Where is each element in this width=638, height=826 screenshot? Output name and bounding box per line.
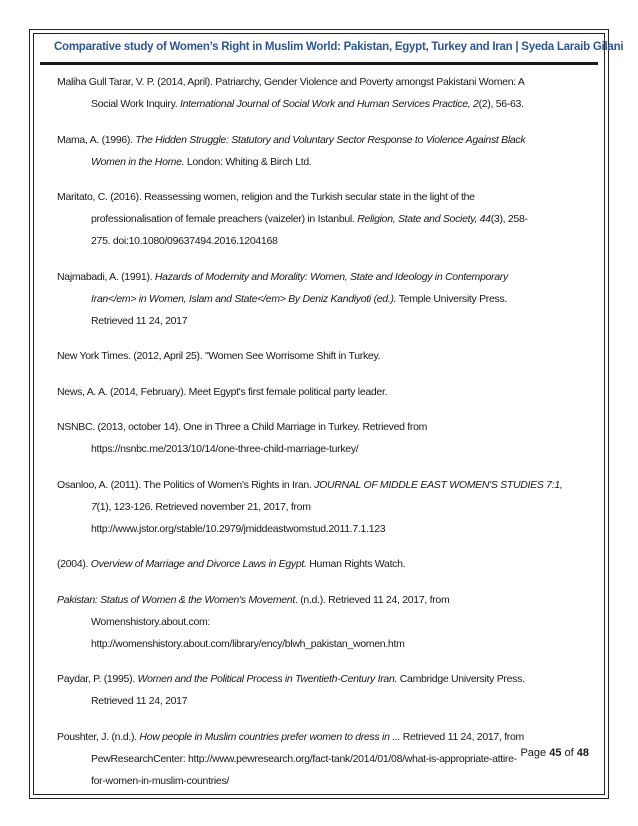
reference-text: (3), 258- — [490, 213, 528, 225]
reference-line — [57, 288, 597, 310]
reference-line — [57, 726, 597, 748]
reference-line — [57, 474, 597, 496]
reference-text: for-women-in-muslim-countries/ — [91, 774, 230, 787]
reference-text: Mama, A. (1996). — [57, 133, 136, 146]
reference-line — [57, 770, 597, 792]
reference-entry — [57, 345, 597, 367]
reference-text: . (n.d.). Retrieved 11 24, 2017, from — [294, 593, 450, 606]
reference-entry — [57, 129, 597, 173]
page-footer — [520, 747, 589, 759]
reference-entry — [57, 589, 597, 655]
reference-text: PewResearchCenter: http://www.pewresearch.org/fact-tank/2014/01/08/what-is-appropriate-attire- — [91, 752, 517, 765]
reference-gap — [57, 115, 597, 129]
reference-line — [57, 611, 597, 633]
reference-text: 275. doi:10.1080/09637494.2016.1204168 — [91, 235, 278, 247]
reference-text: Poushter, J. (n.d.). — [57, 730, 140, 743]
reference-entry — [57, 474, 597, 540]
reference-text: Maliha Gull Tarar, V. P. (2014, April). Patriarchy, Gender Violence and Poverty amongst Pakistani Women: A — [57, 76, 525, 88]
reference-text: http://womenshistory.about.com/library/ency/blwh_pakistan_women.htm — [91, 637, 405, 650]
reference-gap — [57, 575, 597, 589]
reference-gap — [57, 540, 597, 554]
reference-text: Maritato, C. (2016). Reassessing women, religion and the Turkish secular state in the light of the — [57, 191, 475, 203]
reference-entry — [57, 726, 597, 792]
page-label: Page — [520, 747, 550, 759]
reference-italic-text: Iran</em> in Women, Islam and State</em> By Deniz Kandiyoti (ed.). — [91, 292, 397, 305]
reference-line — [57, 416, 597, 438]
reference-italic-text: The Hidden Struggle: Statutory and Voluntary Sector Response to Violence Against Black — [135, 133, 526, 146]
page-number: 45 — [549, 747, 562, 759]
reference-italic-text: Women and the Political Process in Twentieth-Century Iran. — [137, 673, 398, 685]
reference-italic-text: Women in the Home. — [91, 155, 185, 168]
reference-entry — [57, 668, 597, 712]
reference-italic-text: International Journal of Social Work and Human Services Practice, 2 — [180, 98, 479, 110]
reference-gap — [57, 252, 597, 266]
running-header: Comparative study of Women’s Right in Muslim World: Pakistan, Egypt, Turkey and Iran | Syeda Laraib Gilani — [54, 41, 624, 53]
reference-line — [57, 151, 597, 173]
reference-line — [57, 186, 597, 208]
reference-line — [57, 438, 597, 460]
reference-italic-text: Religion, State and Society, 44 — [357, 213, 491, 225]
reference-text: Najmabadi, A. (1991). — [57, 270, 155, 283]
reference-text: (2), 56-63. — [478, 98, 524, 110]
header-rule — [40, 62, 598, 65]
reference-italic-text: JOURNAL OF MIDDLE EAST WOMEN'S STUDIES 7:1, — [314, 478, 563, 491]
reference-text: Cambridge University Press. — [397, 673, 525, 685]
reference-line — [57, 345, 597, 367]
reference-gap — [57, 332, 597, 346]
reference-line — [57, 129, 597, 151]
reference-text: Retrieved 11 24, 2017 — [91, 314, 188, 327]
reference-line — [57, 381, 597, 403]
reference-text: London: Whiting & Birch Ltd. — [184, 155, 312, 168]
reference-text: Retrieved 11 24, 2017 — [91, 695, 188, 707]
reference-entry — [57, 553, 597, 575]
reference-line — [57, 208, 597, 230]
reference-text: Human Rights Watch. — [306, 558, 406, 570]
reference-line — [57, 633, 597, 655]
reference-line — [57, 668, 597, 690]
reference-text: (1), 123-126. Retrieved november 21, 2017, from — [96, 500, 311, 513]
reference-line — [57, 553, 597, 575]
reference-italic-text: Hazards of Modernity and Morality: Women, State and Ideology in Contemporary — [154, 270, 508, 283]
reference-entry — [57, 266, 597, 332]
reference-italic-text: Pakistan: Status of Women & the Women's Movement — [57, 593, 295, 606]
total-pages: 48 — [576, 747, 589, 759]
reference-line — [57, 93, 597, 115]
reference-italic-text: Overview of Marriage and Divorce Laws in Egypt. — [90, 558, 307, 570]
reference-line — [57, 496, 597, 518]
reference-entry — [57, 381, 597, 403]
reference-text: NSNBC. (2013, october 14). One in Three a Child Marriage in Turkey. Retrieved from — [57, 421, 428, 433]
of-label: of — [561, 747, 577, 759]
reference-line — [57, 266, 597, 288]
reference-text: Social Work Inquiry. — [91, 98, 181, 110]
reference-line — [57, 71, 597, 93]
reference-gap — [57, 655, 597, 669]
reference-text: http://www.jstor.org/stable/10.2979/jmiddeastwomstud.2011.7.1.123 — [91, 522, 386, 535]
reference-entry — [57, 416, 597, 460]
reference-text: (2004). — [57, 558, 91, 570]
reference-gap — [57, 403, 597, 417]
reference-line — [57, 748, 597, 770]
reference-line — [57, 589, 597, 611]
reference-gap — [57, 712, 597, 726]
reference-text: https://nsnbc.me/2013/10/14/one-three-child-marriage-turkey/ — [91, 443, 359, 455]
reference-text: Retrieved 11 24, 2017, from — [400, 730, 524, 743]
reference-text: Paydar, P. (1995). — [57, 673, 138, 685]
reference-text: News, A. A. (2014, February). Meet Egypt's first female political party leader. — [57, 385, 388, 398]
reference-gap — [57, 460, 597, 474]
reference-text: New York Times. (2012, April 25). "Women See Worrisome Shift in Turkey. — [57, 350, 381, 362]
reference-entry — [57, 186, 597, 252]
reference-entry — [57, 71, 597, 115]
reference-italic-text: 7 — [91, 500, 97, 513]
reference-line — [57, 230, 597, 252]
reference-text: professionalisation of female preachers (vaizeler) in Istanbul. — [91, 213, 358, 225]
reference-line — [57, 690, 597, 712]
reference-text: Osanloo, A. (2011). The Politics of Women's Rights in Iran. — [57, 478, 315, 491]
reference-italic-text: How people in Muslim countries prefer women to dress in ... — [139, 730, 401, 743]
reference-text: Temple University Press. — [396, 292, 508, 305]
reference-gap — [57, 367, 597, 381]
reference-list — [57, 71, 597, 792]
reference-line — [57, 518, 597, 540]
reference-line — [57, 310, 597, 332]
reference-gap — [57, 173, 597, 187]
reference-text: Womenshistory.about.com: — [91, 615, 211, 628]
